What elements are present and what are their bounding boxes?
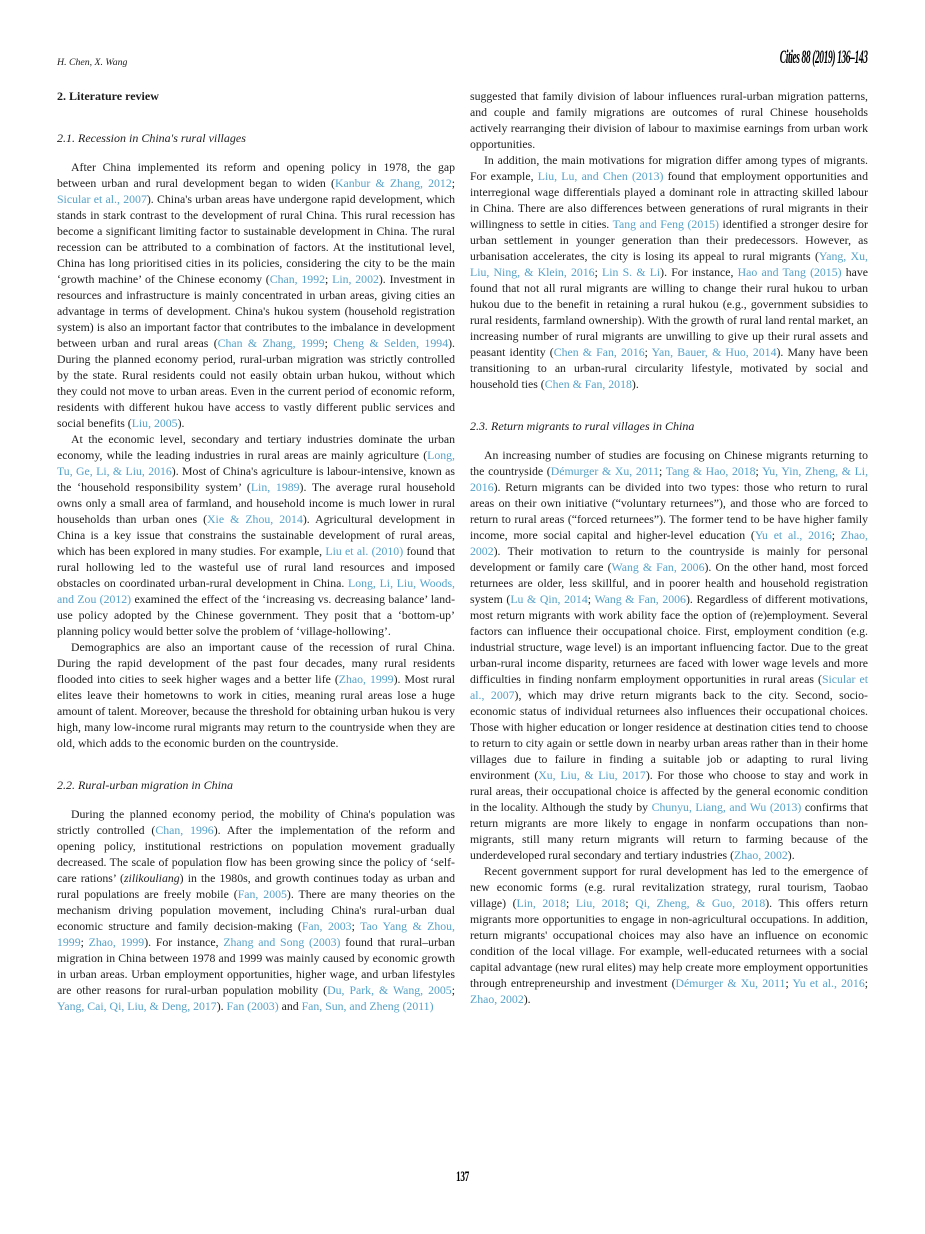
subsection-heading: 2.2. Rural-urban migration in China [57, 778, 234, 792]
text-run: ). Investment in resources and infrastructure is mainly concentrated in urban areas, giving cities an advantage in terms of development. China's hukou system (household registration system) is also an important factor that contributes to the imbalance in development between urban and rural areas ( [57, 272, 455, 350]
two-column-body [57, 88, 868, 1014]
citation-link[interactable]: Long, Tu, Ge, Li, & Liu, 2016 [57, 448, 455, 478]
text-run: ; [351, 919, 361, 933]
citation-link[interactable]: Lu & Qin, 2014 [510, 592, 588, 606]
text-run: ; [864, 976, 869, 990]
text-run: ; [644, 345, 652, 359]
citation-link[interactable]: Chunyu, Liang, and Wu (2013) [651, 800, 802, 814]
subsection-heading: 2.1. Recession in China's rural villages [57, 131, 246, 145]
text-run: ). For instance, [144, 935, 224, 949]
citation-link[interactable]: Du, Park, & Wang, 2005 [327, 983, 452, 997]
text-run: ). [177, 416, 185, 430]
text-run: ; [566, 896, 576, 910]
citation-link[interactable]: Yu et al., 2016 [792, 976, 865, 990]
citation-link[interactable]: Tang & Hao, 2018 [665, 464, 756, 478]
citation-link[interactable]: Tao Yang & Zhou, 1999 [57, 919, 456, 949]
text-run: suggested that family division of labour influences rural-urban migration patterns, and couple and family migrations are outcomes of rural Chinese households actively rearranging their division of labour to maximise earnings from urban work opportunities. [470, 89, 868, 151]
running-head-journal: Cities 88 (2019) 136–143 [780, 47, 868, 68]
text-run: ). For those who choose to stay and work in rural areas, their occupational choice is affected by the general economic condition in the locality. Although the study by [470, 768, 868, 814]
citation-link[interactable]: Xie & Zhou, 2014 [207, 512, 303, 526]
citation-link[interactable]: Lin, 2018 [516, 896, 566, 910]
page-footer [0, 1168, 925, 1186]
text-run: ; [755, 464, 763, 478]
text-run: ; [451, 983, 455, 997]
text-run: ; [587, 592, 595, 606]
text-run: ). After the implementation of the reform and opening policy, institutional restrictions on population movement gradually decreased. The scale of population flow has been growing since the policy of ‘self-care rations’ ( [57, 823, 455, 885]
text-run: Demographics are also an important cause of the recession of rural China. During the rapid development of the past four decades, many rural residents flooded into cities to seek higher wages and a better life ( [57, 640, 455, 686]
text-run: ). [631, 377, 639, 391]
citation-link[interactable]: Démurger & Xu, 2011 [550, 464, 660, 478]
citation-link[interactable]: Tang and Feng (2015) [612, 217, 719, 231]
citation-link[interactable]: Kanbur & Zhang, 2012 [334, 176, 452, 190]
citation-link[interactable]: Chan, 1992 [269, 272, 326, 286]
text-run: ; [451, 176, 455, 190]
page-header [57, 48, 868, 68]
text-run: ; [625, 896, 636, 910]
citation-link[interactable]: Fan, 2005 [237, 887, 287, 901]
citation-link[interactable]: Zhao, 2002 [470, 992, 524, 1006]
section-heading: 2. Literature review [57, 89, 159, 103]
text-run: ; [659, 464, 666, 478]
text-run: ). For instance, [660, 265, 738, 279]
running-head-authors: H. Chen, X. Wang [57, 57, 128, 68]
text-run: found that employment opportunities and interregional wage differentials played a dominant role in attracting skilled labour in China. There are also differences between generations of rural migrants in their willingness to settle in cities. [470, 169, 868, 231]
citation-link[interactable]: Zhao, 1999 [338, 672, 394, 686]
paragraph [470, 88, 868, 152]
text-run: ). During the planned economy period, rural-urban migration was strictly controlled by the state. Rural residents could not easily obtain urban hukou, without which they could not move to urban areas. Even in the current period of economic reform, residents with different hukou have access to vastly different public services and social benefits ( [57, 336, 455, 430]
text-run: At the economic level, secondary and tertiary industries dominate the urban economy, while the leading industries in rural areas are mainly agriculture ( [57, 432, 455, 462]
citation-link[interactable]: Cheng & Selden, 1994 [333, 336, 449, 350]
citation-link[interactable]: Zhao, 2002 [734, 848, 788, 862]
citation-link[interactable]: Yang, Xu, Liu, Ning, & Klein, 2016 [470, 249, 868, 279]
text-run: ). [216, 999, 227, 1013]
paragraph [470, 863, 868, 1007]
citation-link[interactable]: Xu, Liu, & Liu, 2017 [538, 768, 646, 782]
text-run: confirms that return migrants are more likely to engage in nonfarm occupations than non-migrants, still many return migrants will return to farming because of the underdeveloped rural secondary and tertiary industries ( [470, 800, 869, 862]
text-run: ; [80, 935, 89, 949]
citation-link[interactable]: Chen & Fan, 2018 [544, 377, 632, 391]
text-run: ). Agricultural development in China is a key issue that constrains the sustainable development of rural areas, which has been explored in many studies. For example, [57, 512, 455, 558]
citation-link[interactable]: Zhao, 2002 [470, 528, 868, 558]
right-column [470, 88, 868, 1014]
citation-link[interactable]: Wang & Fan, 2006 [594, 592, 686, 606]
citation-link[interactable]: Chan, 1996 [155, 823, 214, 837]
text-run: and [278, 999, 302, 1013]
citation-link[interactable]: Fan (2003) [226, 999, 279, 1013]
citation-link[interactable]: Long, Li, Liu, Woods, and Zou (2012) [57, 576, 455, 606]
text-run: ). [787, 848, 795, 862]
citation-link[interactable]: Sicular et al., 2007 [470, 672, 868, 702]
paragraph [57, 806, 455, 1014]
citation-link[interactable]: Liu, Lu, and Chen (2013) [537, 169, 664, 183]
paragraph [57, 639, 455, 751]
citation-link[interactable]: Qi, Zheng, & Guo, 2018 [635, 896, 766, 910]
citation-link[interactable]: Hao and Tang (2015) [737, 265, 842, 279]
citation-link[interactable]: Fan, Sun, and Zheng (2011) [301, 999, 434, 1013]
citation-link[interactable]: Liu, 2005 [131, 416, 178, 430]
text-run: ) in the 1980s, and growth continues today as urban and rural populations are freely mobile ( [57, 871, 455, 901]
text-run: ; [785, 976, 793, 990]
citation-link[interactable]: Lin, 1989 [250, 480, 300, 494]
paragraph [57, 431, 455, 639]
paragraph [470, 447, 868, 863]
citation-link[interactable]: Démurger & Xu, 2011 [675, 976, 786, 990]
text-run: examined the effect of the ‘increasing vs. decreasing balance’ land-use policy adopted by the Chinese government. They posit that a ‘bottom-up’ planning policy would better solve the problem of ‘village-hollowing’. [57, 592, 455, 638]
citation-link[interactable]: Yang, Cai, Qi, Liu, & Deng, 2017 [57, 999, 217, 1013]
text-run: ). China's urban areas have undergone rapid development, which stands in stark contrast to the development of rural China. This rural recession has become a significant limiting factor to sustainable development in China. The rural recession can be attributed to a combination of factors. At the institutional level, China has long prioritised cities in its policies, considering the city to be the main ‘growth machine’ of the Chinese economy ( [57, 192, 455, 286]
text-run: ). [523, 992, 531, 1006]
citation-link[interactable]: Zhang and Song (2003) [223, 935, 341, 949]
citation-link[interactable]: Chen & Fan, 2016 [553, 345, 645, 359]
text-run: ; [594, 265, 603, 279]
left-column [57, 88, 455, 1014]
text-run: ). Most rural elites leave their hometowns to work in cities, meaning rural areas lose a huge amount of talent. Moreover, because the threshold for obtaining urban hukou is very high, many low-income rural migrants may return to the countryside when they are old, which adds to the economic burden on the countryside. [57, 672, 455, 750]
citation-link[interactable]: Liu, 2018 [575, 896, 626, 910]
text-run: ; [325, 272, 333, 286]
text-run: ). Many have been transitioning to an urban-rural circularity lifestyle, motivated by social and household ties ( [470, 345, 868, 391]
citation-link[interactable]: Sicular et al., 2007 [57, 192, 147, 206]
text-run: identified a stronger desire for urban settlement in younger generation than their predecessors. However, as urbanisation accelerates, the city is losing its appeal to rural migrants ( [470, 217, 868, 263]
citation-link[interactable]: Zhao, 1999 [88, 935, 145, 949]
text-run: found that rural–urban migration in China between 1978 and 1999 was mainly caused by economic growth in urban areas. Urban employment opportunities, higher wage, and urban lifestyles are other reasons for rural-urban population mobility ( [57, 935, 455, 997]
citation-link[interactable]: Liu et al. (2010) [325, 544, 404, 558]
paragraph [470, 152, 868, 392]
text-run: have found that not all rural migrants are willing to change their rural hukou to urban hukou due to the benefit in retaining a rural hukou (e.g., government subsidies to rural residents, farmland ownership). With the growth of rural land rental market, an increasing number of rural migrants are unwilling to give up their rural assets and peasant identity ( [470, 265, 869, 359]
text-run: After China implemented its reform and opening policy in 1978, the gap between urban and rural development began to widen ( [57, 160, 455, 190]
text-run: ). Most of China's agriculture is labour-intensive, known as the ‘household responsibility system’ ( [57, 464, 455, 494]
text-run: ). Regardless of different motivations, most return migrants with work ability face the option of (re)employment. Several factors can influence their occupational choice. First, employment condition (e.g. industrial structure, wage level) is an important influencing factor. Due to the great urban-rural income disparity, returnees are faced with lower wage levels and more difficulties in finding nonfarm employment opportunities in rural areas ( [470, 592, 868, 686]
text-run: ). Return migrants can be divided into two types: those who return to rural areas on their own initiative (“voluntary returnees”), and those who are forced to return to rural areas (“forced returnees”). The former tend to be have higher family income, more social capital and higher-level education ( [470, 480, 868, 542]
text-run: During the planned economy period, the mobility of China's population was strictly controlled ( [57, 807, 455, 837]
text-run: ; [831, 528, 841, 542]
italic-term: zilikouliang [123, 871, 180, 885]
text-run: ). There are many theories on the mechanism driving population movement, including China's rural-urban dual economic structure and family decision-making ( [57, 887, 455, 933]
citation-link[interactable]: Yu, Yin, Zheng, & Li, 2016 [470, 464, 869, 494]
text-run: Recent government support for rural development has led to the emergence of new economic forms (e.g. rural revitalization strategy, rural tourism, Taobao village) ( [470, 864, 868, 910]
subsection-heading: 2.3. Return migrants to rural villages in China [470, 419, 695, 433]
text-run: ). This offers return migrants more opportunities to engage in non-agricultural occupations. In addition, return migrants' occupational choices may also have an influence on economic condition of the local village. For example, well-educated returnees with a social capital advantage (new rural elites) may help create more employment opportunities through entrepreneurship and investment ( [470, 896, 869, 990]
text-run: An increasing number of studies are focusing on Chinese migrants returning to the countryside ( [470, 448, 868, 478]
paragraph [57, 159, 455, 431]
citation-link[interactable]: Yu et al., 2016 [754, 528, 832, 542]
text-run: In addition, the main motivations for migration differ among types of migrants. For example, [470, 153, 868, 183]
citation-link[interactable]: Chan & Zhang, 1999 [217, 336, 325, 350]
text-run: ; [324, 336, 334, 350]
citation-link[interactable]: Wang & Fan, 2006 [611, 560, 705, 574]
citation-link[interactable]: Yan, Bauer, & Huo, 2014 [651, 345, 777, 359]
citation-link[interactable]: Fan, 2003 [301, 919, 352, 933]
text-run: ). On the other hand, most forced returnees are older, less skillful, and in poorer health and household registration system ( [470, 560, 868, 606]
text-run: ). The average rural household owns only a small area of farmland, and household income is much lower in rural households than urban ones ( [57, 480, 455, 526]
text-run: ). Their motivation to return to the countryside is mainly for personal development or family care ( [470, 544, 868, 574]
citation-link[interactable]: Lin S. & Li [602, 265, 661, 279]
text-run: found that rural hollowing led to the wasteful use of rural land resources and imposed obstacles on coordinated urban-rural development in China. [57, 544, 455, 590]
citation-link[interactable]: Lin, 2002 [332, 272, 379, 286]
page-number: 137 [455, 1169, 470, 1185]
text-run: ), which may drive return migrants back to the city. Second, socio-economic status of individual returnees also influences their occupational choices. Those with higher education or longer residence at destination cities tend to choose to return to city again or settle down in nearby urban areas rather than in their home villages due to failure in finding a suitable job or adapting to rural living environment ( [470, 688, 868, 782]
